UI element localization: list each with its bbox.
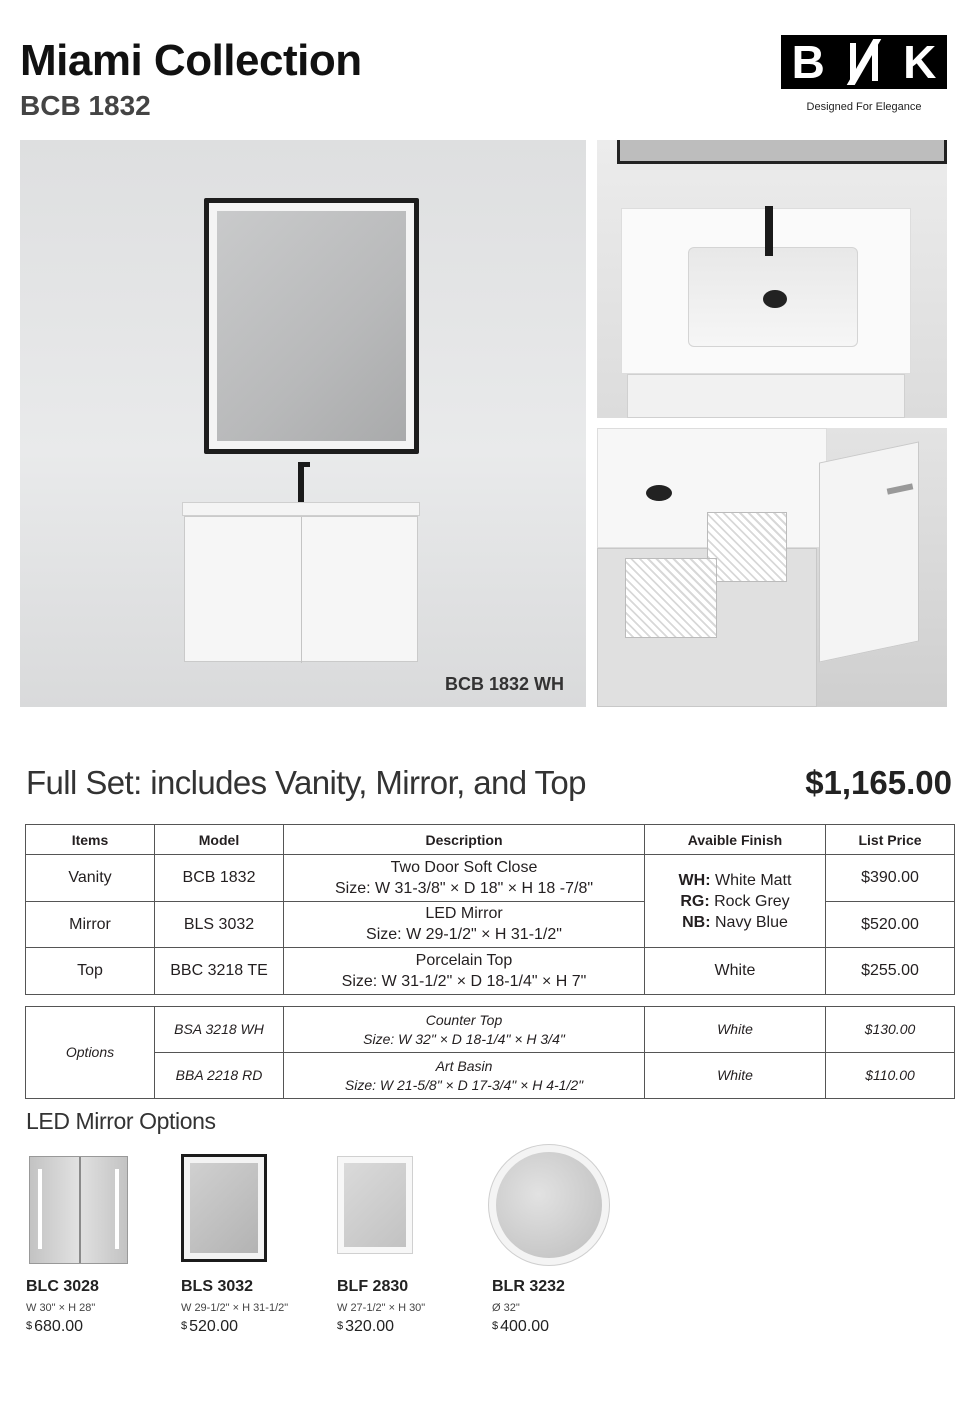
description-cell: Porcelain Top Size: W 31-1/2" × D 18-1/4" × H 7" (284, 948, 645, 995)
item-cell: Vanity (26, 855, 155, 902)
option-name: BLF 2830 (337, 1278, 409, 1295)
option-name: BLS 3032 (181, 1278, 254, 1295)
option-size: W 27-1/2" × H 30" (337, 1302, 426, 1314)
brand-logo (781, 35, 947, 89)
full-set-table (25, 824, 955, 995)
brand-tagline: Designed For Elegance (806, 101, 922, 113)
faucet-image (298, 462, 304, 502)
item-cell: Mirror (26, 901, 155, 948)
model-cell: BCB 1832 (155, 855, 284, 902)
fullset-title: Full Set: includes Vanity, Mirror, and Top (26, 764, 586, 801)
options-label-cell: Options (26, 1007, 155, 1099)
price-cell: $520.00 (826, 901, 955, 948)
model-cell: BBC 3218 TE (155, 948, 284, 995)
main-product-photo (20, 140, 586, 707)
logo-letter-k: K (903, 36, 937, 88)
option-name: BLR 3232 (492, 1278, 565, 1295)
header-description: Description (284, 825, 645, 855)
framed-mirror-image (181, 1148, 331, 1264)
frameless-mirror-image (337, 1148, 487, 1264)
logo-letter-b: B (791, 36, 825, 88)
description-cell: Counter Top Size: W 32" × D 18-1/4" × H 3/4" (284, 1007, 645, 1053)
basin-top-view-photo (597, 140, 947, 418)
led-option-item (26, 1148, 176, 1336)
model-cell: BBA 2218 RD (155, 1053, 284, 1099)
led-mirror-image (204, 198, 419, 454)
price-cell: $130.00 (826, 1007, 955, 1053)
table-row (26, 948, 955, 995)
vanity-top-image (182, 502, 420, 516)
finish-cell: White (645, 1053, 826, 1099)
option-price: $ 320.00 (337, 1318, 395, 1335)
table-row (26, 1053, 955, 1099)
option-name: BLC 3028 (26, 1278, 99, 1295)
table-header-row (26, 825, 955, 855)
options-table (25, 1006, 955, 1099)
header-model: Model (155, 825, 284, 855)
led-option-item (181, 1148, 331, 1336)
description-cell: Art Basin Size: W 21-5/8" × D 17-3/4" × H 4-1/2" (284, 1053, 645, 1099)
price-cell: $255.00 (826, 948, 955, 995)
table-row (26, 855, 955, 902)
option-price: $ 520.00 (181, 1318, 239, 1335)
vanity-cabinet-image (184, 516, 418, 662)
option-price: $ 680.00 (26, 1318, 84, 1335)
fullset-price: $1,165.00 (805, 764, 952, 801)
item-cell: Top (26, 948, 155, 995)
header-list-price: List Price (826, 825, 955, 855)
option-price: $ 400.00 (492, 1318, 550, 1335)
model-subtitle: BCB 1832 (20, 90, 151, 121)
model-cell: BSA 3218 WH (155, 1007, 284, 1053)
price-cell: $390.00 (826, 855, 955, 902)
header-finish: Avaible Finish (645, 825, 826, 855)
led-option-item (337, 1148, 487, 1336)
led-option-item (492, 1148, 642, 1336)
led-options-title: LED Mirror Options (26, 1108, 216, 1134)
round-mirror-image (492, 1148, 642, 1264)
page-title: Miami Collection (20, 36, 362, 85)
photo-caption: BCB 1832 WH (444, 674, 564, 694)
option-size: Ø 32" (492, 1302, 520, 1314)
model-cell: BLS 3032 (155, 901, 284, 948)
table-row (26, 1007, 955, 1053)
logo-n-mark (846, 35, 882, 89)
mirror-cabinet-image (26, 1148, 176, 1264)
option-size: W 30" × H 28" (26, 1302, 96, 1314)
price-cell: $110.00 (826, 1053, 955, 1099)
description-cell: LED Mirror Size: W 29-1/2" × H 31-1/2" (284, 901, 645, 948)
option-size: W 29-1/2" × H 31-1/2" (181, 1302, 289, 1314)
finish-options-cell: WH: White Matt RG: Rock Grey NB: Navy Blue (645, 855, 826, 948)
header-items: Items (26, 825, 155, 855)
description-cell: Two Door Soft Close Size: W 31-3/8" × D 18" × H 18 -7/8" (284, 855, 645, 902)
open-cabinet-photo (597, 428, 947, 707)
finish-cell: White (645, 1007, 826, 1053)
finish-cell: White (645, 948, 826, 995)
